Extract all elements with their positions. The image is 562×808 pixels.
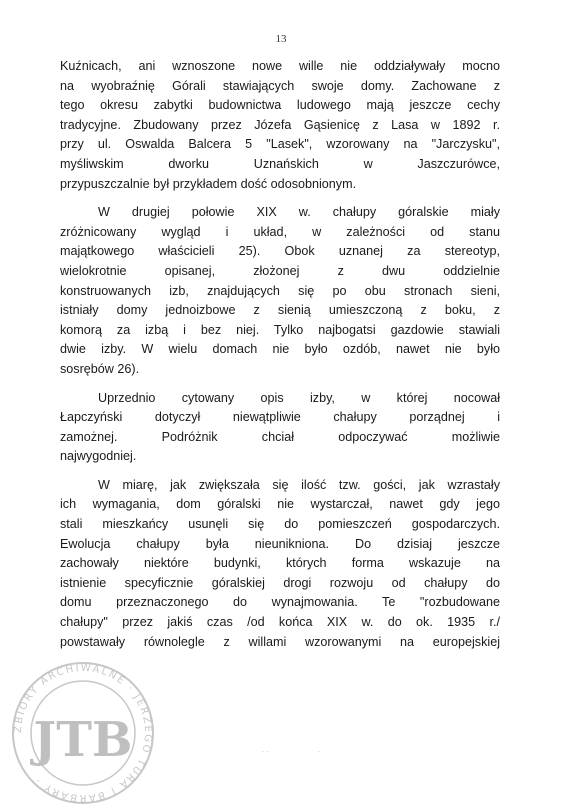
page-number: 13	[275, 33, 287, 45]
text-line: zróżnicowany wygląd i układ, w zależności od stanu	[60, 224, 500, 239]
text-line: zachowały niektóre budynki, których forma wskazuje na	[60, 556, 500, 571]
text-line: Ewolucja chałupy była nieunikniona. Do dzisiaj jeszcze	[60, 536, 500, 551]
text-line: tego okresu zabytki budownictwa ludowego mają jeszcze cechy	[60, 98, 500, 113]
archive-stamp	[8, 658, 158, 808]
text-line: domu przeznaczonego do wynajmowania. Te "rozbudowane	[60, 595, 500, 610]
text-line: konstruowanych izb, znajdujących się po obu stronach sieni,	[60, 283, 500, 298]
text-line: majątkowego właścicieli 25). Obok uznanej za stereotyp,	[60, 244, 500, 259]
text-line: W drugiej połowie XIX w. chałupy góralskie miały	[98, 205, 500, 220]
text-line: powstawały równolegle z willami wzorowanymi na europejskiej	[60, 634, 500, 649]
text-line: stali mieszkańcy usunęli się do pomieszczeń gospodarczych.	[60, 517, 500, 532]
text-line: Łapczyński dotyczył niewątpliwie chałupy porządnej i	[60, 410, 500, 425]
text-line: myśliwskim dworku Uznańskich w Jaszczurówce,	[60, 156, 500, 171]
text-line: Uprzednio cytowany opis izby, w której nocował	[98, 390, 500, 405]
stamp-text: ZBIORY ARCHIWALNE · JERZEGO TURA I BARBARY ·	[12, 662, 154, 804]
paragraph-3	[60, 389, 500, 467]
scan-artifact: ·	[318, 748, 321, 756]
paragraph-4	[60, 476, 500, 652]
stamp-monogram: JTB	[33, 712, 133, 768]
text-line: dwie izby. W wielu domach nie było ozdób, nawet nie było	[60, 342, 500, 357]
text-line: Kuźnicach, ani wznoszone nowe wille nie oddziaływały mocno	[60, 59, 500, 73]
paragraph-1	[60, 57, 500, 194]
text-line: najwygodniej.	[60, 449, 137, 464]
text-line: chałupy" przez jakiś czas /od końca XIX w. do ok. 1935 r./	[60, 615, 500, 630]
text-line: istnienie specyficznie góralskiej drogi rozwoju od chałupy do	[60, 575, 500, 590]
text-line: przy ul. Oswalda Balcera 5 "Lasek", wzorowany na "Jarczysku",	[60, 137, 500, 152]
text-line: wielokrotnie opisanej, złożonej z dwu oddzielnie	[60, 263, 500, 278]
text-line: komorą za izbą i bez niej. Tylko najbogatsi gazdowie stawiali	[60, 322, 500, 337]
text-line: sosrębów 26).	[60, 361, 140, 376]
text-line: W miarę, jak zwiększała się ilość tzw. gości, jak wzrastały	[98, 477, 500, 492]
scan-artifact: · ·	[262, 748, 269, 756]
text-line: istniały domy jednoizbowe z sienią umieszczoną z boku, z	[60, 303, 500, 318]
text-line: przypuszczalnie był przykładem dość odosobnionym.	[60, 176, 357, 191]
document-body	[60, 57, 500, 652]
text-line: ich wymagania, dom góralski nie wystarczał, nawet gdy jego	[60, 497, 500, 512]
text-line: tradycyjne. Zbudowany przez Józefa Gąsienicę z Lasa w 1892 r.	[60, 117, 500, 132]
paragraph-2	[60, 203, 500, 379]
text-line: zamożnej. Podróżnik chciał odpoczywać możliwie	[60, 429, 500, 444]
text-line: na wyobraźnię Górali stawiających swoje domy. Zachowane z	[60, 78, 500, 93]
